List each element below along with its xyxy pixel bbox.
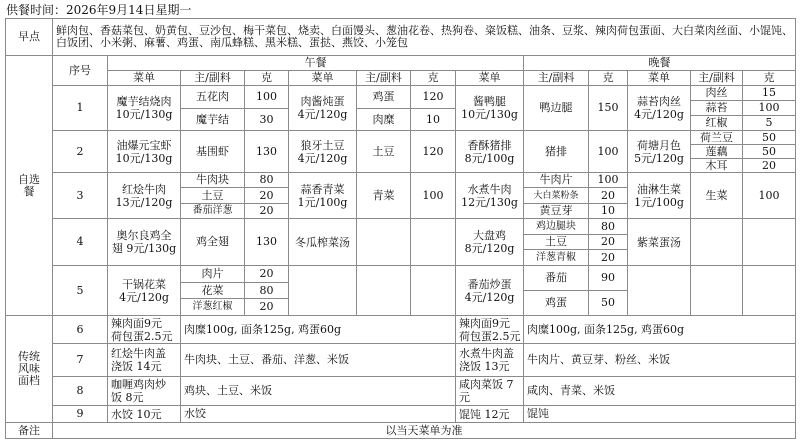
row-number: 6 bbox=[52, 315, 108, 344]
dish-name: 香酥猪排 8元/100g bbox=[455, 130, 524, 173]
ingredient-name: 番茄 bbox=[523, 265, 589, 291]
ingredient-grams: 100 bbox=[742, 100, 796, 116]
lunch-noodle-dish: 咖喱鸡肉炒 饭 8元 bbox=[107, 376, 181, 406]
selfselect-label: 自选 餐 bbox=[5, 55, 53, 316]
ingredient-name: 猪排 bbox=[523, 130, 589, 173]
ingredient-name: 五花肉 bbox=[180, 85, 245, 109]
ingredient-name: 鸡边腿块 bbox=[523, 218, 589, 235]
ingredient-name: 牛肉片 bbox=[523, 172, 589, 188]
lunch-header: 午餐 bbox=[107, 55, 524, 71]
ingredient-empty bbox=[690, 265, 743, 316]
ingredient-name: 花菜 bbox=[180, 282, 245, 299]
ingredient-grams: 5 bbox=[742, 115, 796, 131]
gram-empty bbox=[742, 218, 796, 266]
ingredient-grams: 100 bbox=[742, 172, 796, 219]
column-header-7: 菜单 bbox=[455, 70, 524, 86]
dish-name: 狼牙土豆 4元/120g bbox=[288, 130, 357, 173]
lunch-noodle-detail: 水饺 bbox=[180, 405, 456, 423]
ingredient-empty bbox=[356, 218, 411, 266]
column-header-5: 主/副料 bbox=[356, 70, 411, 86]
dish-name: 水煮牛肉 12元/130g bbox=[455, 172, 524, 219]
breakfast-label: 早点 bbox=[5, 18, 53, 56]
dish-name: 魔芋结烧肉 10元/130g bbox=[107, 85, 181, 131]
dish-name: 油爆元宝虾 10元/130g bbox=[107, 130, 181, 173]
ingredient-name: 洋葱红椒 bbox=[180, 298, 245, 316]
gram-empty bbox=[410, 265, 456, 316]
ingredient-grams: 100 bbox=[410, 172, 456, 219]
dinner-noodle-dish: 馄饨 12元 bbox=[455, 405, 524, 423]
dinner-noodle-dish: 辣肉面9元 荷包蛋2.5元 bbox=[455, 315, 524, 344]
ingredient-grams: 120 bbox=[410, 85, 456, 109]
ingredient-grams: 100 bbox=[588, 130, 628, 173]
ingredient-name: 土豆 bbox=[523, 234, 589, 250]
row-number: 5 bbox=[52, 265, 108, 316]
ingredient-name: 肉糜 bbox=[356, 108, 411, 131]
date-line: 供餐时间：2026年9月14日星期一 bbox=[3, 2, 403, 18]
ingredient-grams: 20 bbox=[742, 158, 796, 173]
lunch-noodle-detail: 牛肉块、土豆、番茄、洋葱、米饭 bbox=[180, 343, 456, 377]
breakfast-items: 鲜肉包、香菇菜包、奶黄包、豆沙包、梅干菜包、烧卖、白面馒头、葱油花卷、热狗卷、粢饭糕、油条、豆浆、辣肉荷包蛋面、大白菜肉丝面、小馄饨、白饭团、小米粥、麻薯、鸡蛋、南瓜蜂糕、黑米糕、蛋挞、燕饺、小笼包 bbox=[52, 18, 796, 56]
column-header-3: 克 bbox=[244, 70, 289, 86]
row-number: 3 bbox=[52, 172, 108, 219]
row-number: 2 bbox=[52, 130, 108, 173]
dish-name: 紫菜蛋汤 bbox=[627, 218, 691, 266]
lunch-noodle-detail: 鸡块、土豆、米饭 bbox=[180, 376, 456, 406]
ingredient-grams: 20 bbox=[588, 187, 628, 204]
ingredient-grams: 100 bbox=[588, 172, 628, 188]
row-number: 8 bbox=[52, 376, 108, 406]
gram-empty bbox=[410, 218, 456, 266]
column-header-4: 菜单 bbox=[288, 70, 357, 86]
dinner-noodle-detail: 馄饨 bbox=[523, 405, 796, 423]
ingredient-name: 番茄洋葱 bbox=[180, 203, 245, 219]
column-header-8: 主/副料 bbox=[523, 70, 589, 86]
lunch-noodle-dish: 水饺 10元 bbox=[107, 405, 181, 423]
ingredient-name: 青菜 bbox=[356, 172, 411, 219]
ingredient-name: 鸭边腿 bbox=[523, 85, 589, 131]
ingredient-grams: 120 bbox=[410, 130, 456, 173]
seq-header: 序号 bbox=[52, 55, 108, 86]
row-number: 7 bbox=[52, 343, 108, 377]
ingredient-grams: 90 bbox=[588, 265, 628, 291]
ingredient-name: 肉片 bbox=[180, 265, 245, 283]
ingredient-empty bbox=[356, 265, 411, 316]
noodle-label: 传统 风味 面档 bbox=[5, 315, 53, 423]
row-number: 9 bbox=[52, 405, 108, 423]
lunch-noodle-dish: 红烩牛肉盖 浇饭 14元 bbox=[107, 343, 181, 377]
ingredient-grams: 10 bbox=[410, 108, 456, 131]
lunch-noodle-dish: 辣肉面9元 荷包蛋2.5元 bbox=[107, 315, 181, 344]
ingredient-name: 木耳 bbox=[690, 158, 743, 173]
ingredient-grams: 30 bbox=[244, 108, 289, 131]
dinner-noodle-detail: 牛肉片、黄豆芽、粉丝、米饭 bbox=[523, 343, 796, 377]
ingredient-grams: 50 bbox=[588, 290, 628, 316]
ingredient-grams: 10 bbox=[588, 203, 628, 219]
ingredient-grams: 50 bbox=[742, 144, 796, 159]
dinner-noodle-dish: 咸肉菜饭 7 元 bbox=[455, 376, 524, 406]
column-header-6: 克 bbox=[410, 70, 456, 86]
ingredient-grams: 130 bbox=[244, 218, 289, 266]
ingredient-grams: 80 bbox=[588, 218, 628, 235]
ingredient-name: 莲藕 bbox=[690, 144, 743, 159]
ingredient-name: 牛肉块 bbox=[180, 172, 245, 188]
row-number: 1 bbox=[52, 85, 108, 131]
ingredient-grams: 80 bbox=[244, 172, 289, 188]
ingredient-grams: 15 bbox=[742, 85, 796, 101]
dish-name: 荷塘月色 5元/120g bbox=[627, 130, 691, 173]
ingredient-name: 大白菜粉条 bbox=[523, 187, 589, 204]
ingredient-name: 洋葱青椒 bbox=[523, 249, 589, 266]
dinner-noodle-dish: 水煮牛肉盖 浇饭 13元 bbox=[455, 343, 524, 377]
dish-name bbox=[627, 265, 691, 316]
dish-name bbox=[288, 265, 357, 316]
dinner-noodle-detail: 肉糜100g, 面条125g, 鸡蛋60g bbox=[523, 315, 796, 344]
ingredient-grams: 20 bbox=[244, 187, 289, 204]
dish-name: 蒜苔肉丝 4元/120g bbox=[627, 85, 691, 131]
ingredient-grams: 100 bbox=[244, 85, 289, 109]
ingredient-grams: 150 bbox=[588, 85, 628, 131]
ingredient-name: 生菜 bbox=[690, 172, 743, 219]
column-header-9: 克 bbox=[588, 70, 628, 86]
column-header-2: 主/副料 bbox=[180, 70, 245, 86]
ingredient-name: 红椒 bbox=[690, 115, 743, 131]
dish-name: 油淋生菜 1元/100g bbox=[627, 172, 691, 219]
ingredient-name: 基围虾 bbox=[180, 130, 245, 173]
ingredient-grams: 20 bbox=[244, 265, 289, 283]
ingredient-name: 蒜苔 bbox=[690, 100, 743, 116]
dish-name: 奥尔良鸡全 翅 9元/130g bbox=[107, 218, 181, 266]
column-header-10: 菜单 bbox=[627, 70, 691, 86]
column-header-12: 克 bbox=[742, 70, 796, 86]
ingredient-name: 土豆 bbox=[356, 130, 411, 173]
ingredient-grams: 20 bbox=[244, 203, 289, 219]
ingredient-grams: 130 bbox=[244, 130, 289, 173]
ingredient-name: 鸡全翅 bbox=[180, 218, 245, 266]
ingredient-name: 黄豆芽 bbox=[523, 203, 589, 219]
dish-name: 大盘鸡 8元/120g bbox=[455, 218, 524, 266]
lunch-noodle-detail: 肉糜100g, 面条125g, 鸡蛋60g bbox=[180, 315, 456, 344]
column-header-11: 主/副料 bbox=[690, 70, 743, 86]
remarks-label: 备注 bbox=[5, 422, 53, 439]
ingredient-grams: 20 bbox=[244, 298, 289, 316]
dish-name: 冬瓜榨菜汤 bbox=[288, 218, 357, 266]
gram-empty bbox=[742, 265, 796, 316]
dish-name: 红烩牛肉 13元/120g bbox=[107, 172, 181, 219]
ingredient-name: 荷兰豆 bbox=[690, 130, 743, 145]
ingredient-name: 鸡蛋 bbox=[356, 85, 411, 109]
ingredient-empty bbox=[690, 218, 743, 266]
dish-name: 肉酱炖蛋 4元/120g bbox=[288, 85, 357, 131]
dish-name: 酱鸭腿 10元/130g bbox=[455, 85, 524, 131]
remarks-note: 以当天菜单为准 bbox=[52, 422, 796, 439]
dish-name: 番茄炒蛋 4元/120g bbox=[455, 265, 524, 316]
column-header-1: 菜单 bbox=[107, 70, 181, 86]
row-number: 4 bbox=[52, 218, 108, 266]
dish-name: 蒜香青菜 1元/100g bbox=[288, 172, 357, 219]
ingredient-grams: 80 bbox=[244, 282, 289, 299]
ingredient-name: 魔芋结 bbox=[180, 108, 245, 131]
dish-name: 干锅花菜 4元/120g bbox=[107, 265, 181, 316]
ingredient-grams: 20 bbox=[588, 249, 628, 266]
ingredient-grams: 50 bbox=[742, 130, 796, 145]
dinner-header: 晚餐 bbox=[523, 55, 796, 71]
ingredient-name: 土豆 bbox=[180, 187, 245, 204]
ingredient-name: 肉丝 bbox=[690, 85, 743, 101]
ingredient-name: 鸡蛋 bbox=[523, 290, 589, 316]
ingredient-grams: 20 bbox=[588, 234, 628, 250]
dinner-noodle-detail: 咸肉、青菜、米饭 bbox=[523, 376, 796, 406]
